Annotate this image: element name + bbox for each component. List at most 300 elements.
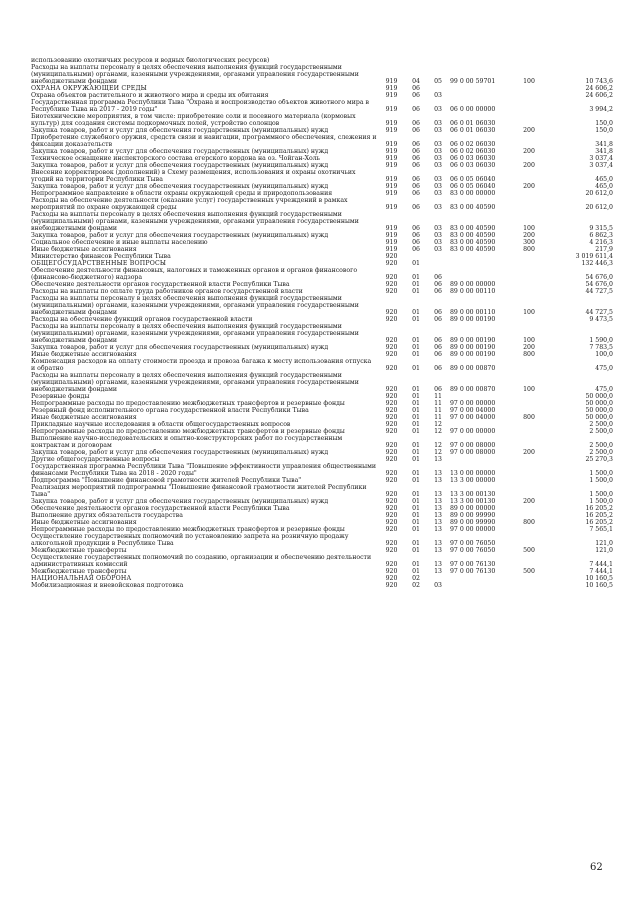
row-ved-code: 920 <box>385 281 398 288</box>
row-section-code: 01 <box>412 547 420 554</box>
row-amount: 7 444,1 <box>589 561 613 568</box>
row-section-code: 06 <box>412 204 420 211</box>
row-amount: 465,0 <box>595 176 613 183</box>
row-ved-code: 920 <box>385 288 398 295</box>
row-expense-type-code <box>515 190 543 197</box>
row-ved-code: 920 <box>385 428 398 435</box>
row-amount: 121,0 <box>595 540 613 547</box>
row-amount <box>543 57 614 64</box>
table-row <box>30 505 614 512</box>
table-row <box>30 484 614 498</box>
table-row <box>30 211 614 232</box>
row-target-code <box>449 575 515 582</box>
row-target-code <box>449 393 515 400</box>
table-row <box>30 519 614 526</box>
row-name: Расходы на выплаты персоналу в целях обеспечения выполнения функций государственными (муниципальными) органами, казенными учреждениями, органами управления государственными внебюджетными фондами <box>31 372 359 393</box>
row-ved-code <box>378 57 405 64</box>
row-target-code: 89 0 00 00000 <box>450 505 496 512</box>
row-section-code: 01 <box>412 386 420 393</box>
table-row <box>30 407 614 414</box>
row-target-code: 83 0 00 40590 <box>450 239 496 246</box>
row-name: Охрана объектов растительного и животного мира и среды их обитания <box>31 92 269 99</box>
row-ved-code: 920 <box>385 498 398 505</box>
row-amount: 25 270,3 <box>585 456 613 463</box>
row-expense-type-code <box>515 526 543 533</box>
row-target-code: 83 0 00 40590 <box>450 232 496 239</box>
row-subsection-code: 11 <box>434 400 442 407</box>
row-subsection-code: 12 <box>434 442 442 449</box>
row-amount: 475,0 <box>595 386 613 393</box>
row-section-code: 01 <box>412 456 420 463</box>
row-amount: 217,9 <box>595 246 613 253</box>
row-section-code: 01 <box>412 421 420 428</box>
row-expense-type-code: 800 <box>523 414 535 421</box>
row-amount: 16 205,2 <box>585 519 613 526</box>
row-target-code <box>449 421 515 428</box>
row-name: Закупка товаров, работ и услуг для обеспечения государственных (муниципальных) нужд <box>31 449 329 456</box>
table-row <box>30 316 614 323</box>
row-target-code: 06 0 02 06030 <box>450 141 496 148</box>
row-section-code: 01 <box>412 260 420 267</box>
row-ved-code: 919 <box>385 225 398 232</box>
row-subsection-code: 03 <box>434 92 442 99</box>
row-section-code: 01 <box>412 561 420 568</box>
row-name: Выполнение других обязательств государства <box>31 512 183 519</box>
table-row <box>30 183 614 190</box>
table-row <box>30 400 614 407</box>
row-amount: 7 444,1 <box>589 568 613 575</box>
row-target-code: 97 0 00 08000 <box>450 442 496 449</box>
table-row <box>30 281 614 288</box>
row-amount: 3 994,2 <box>589 106 613 113</box>
row-expense-type-code: 200 <box>523 127 535 134</box>
row-section-code: 01 <box>412 316 420 323</box>
row-subsection-code: 12 <box>434 421 442 428</box>
row-expense-type-code <box>515 253 543 260</box>
row-expense-type-code <box>515 428 543 435</box>
row-name: Непрограммные расходы по предоставлению межбюджетных трансфертов и резервные фонды <box>31 400 345 407</box>
row-subsection-code: 03 <box>434 204 442 211</box>
row-section-code: 01 <box>412 568 420 575</box>
row-name: ОБЩЕГОСУДАРСТВЕННЫЕ ВОПРОСЫ <box>31 260 167 267</box>
row-name: Закупка товаров, работ и услуг для обеспечения государственных (муниципальных) нужд <box>31 127 329 134</box>
row-section-code: 01 <box>412 442 420 449</box>
row-subsection-code: 13 <box>434 526 442 533</box>
row-subsection-code: 06 <box>434 365 442 372</box>
row-expense-type-code: 200 <box>523 344 535 351</box>
row-name: Прикладные научные исследования в области общегосударственных вопросов <box>31 421 291 428</box>
row-section-code: 06 <box>412 232 420 239</box>
row-target-code: 89 0 00 00190 <box>450 337 496 344</box>
row-ved-code: 919 <box>385 204 398 211</box>
row-name: Непрограммное направление в области охраны окружающей среды и природопользования <box>31 190 333 197</box>
row-amount: 4 216,3 <box>589 239 613 246</box>
row-expense-type-code: 200 <box>523 162 535 169</box>
table-row <box>30 533 614 547</box>
table-row <box>30 477 614 484</box>
row-name: Закупка товаров, работ и услуг для обеспечения государственных (муниципальных) нужд <box>31 162 329 169</box>
row-target-code: 89 0 00 00110 <box>450 309 496 316</box>
row-ved-code: 919 <box>385 155 398 162</box>
row-subsection-code: 03 <box>434 120 442 127</box>
row-name: Обеспечение деятельности органов государственной власти Республики Тыва <box>31 505 290 512</box>
row-amount: 50 000,0 <box>585 393 613 400</box>
row-section-code: 01 <box>412 428 420 435</box>
row-expense-type-code: 200 <box>523 148 535 155</box>
row-name: Осуществление государственных полномочий по установлению запрета на розничную продажу алкогольной продукции в Республике Тыва <box>31 533 349 547</box>
row-amount: 2 500,0 <box>589 428 613 435</box>
row-amount: 3 019 611,4 <box>575 253 613 260</box>
row-section-code: 01 <box>412 351 420 358</box>
row-name: Внесение корректировок (дополнений) в Схему размещения, использования и охраны охотничьих угодий на территории Республики Тыва <box>31 169 356 183</box>
row-name: Непрограммные расходы по предоставлению межбюджетных трансфертов и резервные фонды <box>31 428 345 435</box>
row-subsection-code: 13 <box>434 568 442 575</box>
row-ved-code: 920 <box>385 540 398 547</box>
row-amount: 54 676,0 <box>585 274 613 281</box>
row-name: НАЦИОНАЛЬНАЯ ОБОРОНА <box>31 575 132 582</box>
row-section-code: 01 <box>412 540 420 547</box>
table-row <box>30 92 614 99</box>
row-target-code: 89 0 00 00190 <box>450 316 496 323</box>
row-expense-type-code <box>515 407 543 414</box>
row-amount: 150,0 <box>595 127 613 134</box>
table-row <box>30 554 614 568</box>
row-expense-type-code: 300 <box>523 239 535 246</box>
table-row <box>30 197 614 211</box>
row-section-code: 01 <box>412 365 420 372</box>
row-name: Непрограммные расходы по предоставлению межбюджетных трансфертов и резервные фонды <box>31 526 345 533</box>
row-ved-code: 920 <box>385 442 398 449</box>
row-target-code <box>449 57 515 64</box>
row-subsection-code: 06 <box>434 288 442 295</box>
table-row <box>30 512 614 519</box>
table-row <box>30 113 614 127</box>
row-subsection-code: 11 <box>434 393 442 400</box>
row-ved-code: 920 <box>385 344 398 351</box>
row-amount: 1 500,0 <box>589 477 613 484</box>
row-target-code: 83 0 00 40590 <box>450 246 496 253</box>
row-target-code <box>449 456 515 463</box>
table-row <box>30 344 614 351</box>
row-expense-type-code <box>515 99 543 113</box>
row-name: Закупка товаров, работ и услуг для обеспечения государственных (муниципальных) нужд <box>31 344 329 351</box>
row-expense-type-code <box>515 113 543 127</box>
row-target-code: 83 0 00 40590 <box>450 225 496 232</box>
table-row <box>30 498 614 505</box>
row-name: Биотехнические мероприятия, в том числе: приобретение соли и посевного материала (кормовых культур) для создания системы подкормочных полей, устройство солонцов <box>31 113 356 127</box>
row-target-code: 97 0 00 00000 <box>450 400 496 407</box>
row-expense-type-code: 100 <box>523 337 535 344</box>
row-subsection-code: 11 <box>434 407 442 414</box>
row-section-code: 01 <box>412 526 420 533</box>
row-section-code: 06 <box>412 176 420 183</box>
row-name: Расходы на выплаты по оплате труда работников органов государственной власти <box>31 288 303 295</box>
table-row <box>30 288 614 295</box>
row-amount: 475,0 <box>595 365 613 372</box>
row-subsection-code: 13 <box>434 540 442 547</box>
row-subsection-code: 13 <box>434 519 442 526</box>
row-section-code: 06 <box>412 92 420 99</box>
table-row <box>30 547 614 554</box>
row-target-code: 89 0 00 00190 <box>450 344 496 351</box>
table-row <box>30 421 614 428</box>
row-target-code: 89 0 00 00190 <box>450 351 496 358</box>
table-row <box>30 246 614 253</box>
row-section-code: 01 <box>412 309 420 316</box>
row-ved-code: 919 <box>385 92 398 99</box>
row-target-code: 13 3 00 00130 <box>450 491 496 498</box>
row-target-code: 97 0 00 00000 <box>450 428 496 435</box>
row-subsection-code: 13 <box>434 512 442 519</box>
row-expense-type-code <box>515 169 543 183</box>
row-subsection-code: 03 <box>434 239 442 246</box>
row-amount: 465,0 <box>595 183 613 190</box>
row-name: Другие общегосударственные вопросы <box>31 456 160 463</box>
row-target-code: 89 0 00 99990 <box>450 519 496 526</box>
row-ved-code: 919 <box>385 120 398 127</box>
row-section-code: 06 <box>412 246 420 253</box>
row-amount: 20 612,0 <box>585 204 613 211</box>
row-name: Обеспечение деятельности органов государственной власти Республики Тыва <box>31 281 290 288</box>
row-expense-type-code: 200 <box>523 498 535 505</box>
table-row <box>30 582 614 589</box>
row-subsection-code <box>427 253 449 260</box>
table-row <box>30 428 614 435</box>
row-expense-type-code: 500 <box>523 568 535 575</box>
row-name: Закупка товаров, работ и услуг для обеспечения государственных (муниципальных) нужд <box>31 148 329 155</box>
row-expense-type-code: 800 <box>523 246 535 253</box>
table-row <box>30 372 614 393</box>
row-target-code: 97 0 00 76050 <box>450 547 496 554</box>
row-section-code: 06 <box>412 190 420 197</box>
row-amount: 3 037,4 <box>589 162 613 169</box>
row-amount: 341,8 <box>595 141 613 148</box>
table-row <box>30 456 614 463</box>
row-amount: 50 000,0 <box>585 407 613 414</box>
row-amount: 24 606,2 <box>585 92 613 99</box>
row-name: Обеспечение деятельности финансовых, налоговых и таможенных органов и органов финансового (финансово-бюджетного) надзора <box>31 267 358 281</box>
row-target-code <box>449 260 515 267</box>
row-target-code: 97 0 00 76050 <box>450 540 496 547</box>
row-ved-code: 920 <box>385 491 398 498</box>
row-section-code: 01 <box>412 337 420 344</box>
row-name: Социальное обеспечение и иные выплаты населению <box>31 239 208 246</box>
row-ved-code: 920 <box>385 568 398 575</box>
row-target-code: 06 0 00 00000 <box>450 106 496 113</box>
row-subsection-code: 13 <box>434 456 442 463</box>
row-ved-code: 920 <box>385 505 398 512</box>
table-row <box>30 155 614 162</box>
row-subsection-code: 06 <box>434 274 442 281</box>
row-name: Государственная программа Республики Тыва "Охрана и воспроизводство объектов животного мира в Республике Тыва на 2017 - 2019 годы" <box>31 99 369 113</box>
row-amount: 16 205,2 <box>585 505 613 512</box>
table-row <box>30 526 614 533</box>
row-ved-code: 920 <box>385 561 398 568</box>
row-expense-type-code <box>515 435 543 449</box>
row-subsection-code: 03 <box>434 127 442 134</box>
row-name: ОХРАНА ОКРУЖАЮЩЕЙ СРЕДЫ <box>31 85 147 92</box>
row-name: Закупка товаров, работ и услуг для обеспечения государственных (муниципальных) нужд <box>31 183 329 190</box>
row-name: использованию охотничьих ресурсов и водных биологических ресурсов) <box>31 57 270 64</box>
row-name: Мобилизационная и вневойсковая подготовка <box>31 582 184 589</box>
row-amount: 7 565,1 <box>589 526 613 533</box>
row-ved-code: 919 <box>385 176 398 183</box>
row-ved-code: 920 <box>385 365 398 372</box>
row-subsection-code: 13 <box>434 505 442 512</box>
row-target-code <box>449 85 515 92</box>
row-section-code: 01 <box>412 344 420 351</box>
row-subsection-code: 06 <box>434 344 442 351</box>
row-section-code: 01 <box>412 477 420 484</box>
row-ved-code: 920 <box>385 309 398 316</box>
row-name: Резервный фонд исполнительного органа государственной власти Республики Тыва <box>31 407 309 414</box>
row-expense-type-code <box>515 316 543 323</box>
budget-table-body <box>30 57 614 589</box>
row-section-code: 01 <box>412 288 420 295</box>
row-section-code: 06 <box>412 85 420 92</box>
row-amount: 24 606,2 <box>585 85 613 92</box>
row-amount: 1 500,0 <box>589 491 613 498</box>
row-expense-type-code <box>515 582 543 589</box>
table-row <box>30 190 614 197</box>
row-subsection-code: 03 <box>434 155 442 162</box>
row-ved-code: 919 <box>385 183 398 190</box>
row-subsection-code: 13 <box>434 547 442 554</box>
row-name: Осуществление государственных полномочий по созданию, организации и обеспечению деятельности административных комиссий <box>31 554 372 568</box>
row-amount: 50 000,0 <box>585 400 613 407</box>
row-section-code: 01 <box>412 498 420 505</box>
row-ved-code: 920 <box>385 575 398 582</box>
row-expense-type-code <box>515 267 543 281</box>
row-target-code <box>449 582 515 589</box>
row-expense-type-code <box>515 505 543 512</box>
row-target-code: 83 0 00 40590 <box>450 204 496 211</box>
row-expense-type-code <box>515 92 543 99</box>
row-name: Закупка товаров, работ и услуг для обеспечения государственных (муниципальных) нужд <box>31 232 329 239</box>
budget-document <box>30 57 614 589</box>
row-amount: 54 676,0 <box>585 281 613 288</box>
table-row <box>30 414 614 421</box>
row-subsection-code: 03 <box>434 148 442 155</box>
row-amount: 16 205,2 <box>585 512 613 519</box>
row-amount: 9 315,5 <box>589 225 613 232</box>
row-expense-type-code: 100 <box>523 225 535 232</box>
budget-table <box>30 57 614 589</box>
row-section-code: 06 <box>412 239 420 246</box>
row-expense-type-code <box>515 456 543 463</box>
row-target-code: 97 0 00 04000 <box>450 407 496 414</box>
row-section-code: 06 <box>412 183 420 190</box>
row-target-code: 97 0 00 76130 <box>450 568 496 575</box>
row-expense-type-code <box>515 57 543 64</box>
row-amount: 150,0 <box>595 120 613 127</box>
row-ved-code: 920 <box>385 470 398 477</box>
row-expense-type-code <box>515 575 543 582</box>
row-name: Расходы на обеспечение деятельности (оказание услуг) государственных учреждений в рамках мероприятий по охране окружающей среды <box>31 197 348 211</box>
table-row <box>30 169 614 183</box>
row-expense-type-code: 200 <box>523 232 535 239</box>
row-amount: 10 160,5 <box>585 575 613 582</box>
row-ved-code: 920 <box>385 400 398 407</box>
row-expense-type-code <box>515 421 543 428</box>
row-target-code: 89 0 00 00110 <box>450 288 496 295</box>
row-section-code: 01 <box>412 393 420 400</box>
table-row <box>30 85 614 92</box>
row-name: Иные бюджетные ассигнования <box>31 414 137 421</box>
row-target-code: 97 0 00 04000 <box>450 414 496 421</box>
row-subsection-code: 03 <box>434 190 442 197</box>
row-target-code: 06 0 05 06040 <box>450 176 496 183</box>
row-amount: 9 473,5 <box>589 316 613 323</box>
row-ved-code: 920 <box>385 393 398 400</box>
row-ved-code: 919 <box>385 239 398 246</box>
row-expense-type-code <box>515 393 543 400</box>
row-subsection-code: 06 <box>434 386 442 393</box>
table-row <box>30 260 614 267</box>
row-expense-type-code <box>515 197 543 211</box>
row-target-code: 13 3 00 00000 <box>450 477 496 484</box>
table-row <box>30 358 614 372</box>
row-ved-code: 920 <box>385 253 398 260</box>
row-section-code <box>405 253 427 260</box>
row-ved-code: 920 <box>385 519 398 526</box>
table-row <box>30 64 614 85</box>
row-target-code: 97 0 00 00000 <box>450 526 496 533</box>
table-row <box>30 162 614 169</box>
row-section-code: 06 <box>412 106 420 113</box>
table-row <box>30 295 614 316</box>
row-section-code: 06 <box>412 120 420 127</box>
row-name: Закупка товаров, работ и услуг для обеспечения государственных (муниципальных) нужд <box>31 498 329 505</box>
table-row <box>30 232 614 239</box>
row-subsection-code: 06 <box>434 351 442 358</box>
row-subsection-code: 03 <box>434 162 442 169</box>
row-ved-code: 920 <box>385 274 398 281</box>
row-section-code: 01 <box>412 407 420 414</box>
row-amount: 10 743,6 <box>585 78 613 85</box>
table-row <box>30 393 614 400</box>
row-target-code: 13 3 00 00130 <box>450 498 496 505</box>
row-amount: 10 160,5 <box>585 582 613 589</box>
row-subsection-code <box>427 575 449 582</box>
row-amount: 3 037,4 <box>589 155 613 162</box>
row-expense-type-code: 500 <box>523 547 535 554</box>
row-subsection-code: 06 <box>434 337 442 344</box>
row-name: Расходы на выплаты персоналу в целях обеспечения выполнения функций государственными (муниципальными) органами, казенными учреждениями, органами управления государственными внебюджетными фондами <box>31 211 359 232</box>
row-section-code: 01 <box>412 491 420 498</box>
row-subsection-code: 13 <box>434 498 442 505</box>
row-ved-code: 919 <box>385 148 398 155</box>
row-ved-code: 919 <box>385 127 398 134</box>
row-ved-code: 920 <box>385 351 398 358</box>
row-subsection-code <box>427 260 449 267</box>
row-ved-code: 919 <box>385 190 398 197</box>
row-ved-code: 920 <box>385 582 398 589</box>
row-ved-code: 920 <box>385 260 398 267</box>
row-ved-code: 920 <box>385 414 398 421</box>
row-ved-code: 920 <box>385 512 398 519</box>
table-row <box>30 253 614 260</box>
row-expense-type-code: 200 <box>523 449 535 456</box>
row-ved-code: 919 <box>385 106 398 113</box>
row-subsection-code: 03 <box>434 183 442 190</box>
row-subsection-code: 05 <box>434 78 442 85</box>
table-row <box>30 148 614 155</box>
row-ved-code: 919 <box>385 141 398 148</box>
row-target-code: 99 0 00 59701 <box>450 78 496 85</box>
row-name: Государственная программа Республики Тыва "Повышение эффективности управления общественными финансами Республики Тыва на 2018 - 2020 годы" <box>31 463 377 477</box>
row-amount: 121,0 <box>595 547 613 554</box>
